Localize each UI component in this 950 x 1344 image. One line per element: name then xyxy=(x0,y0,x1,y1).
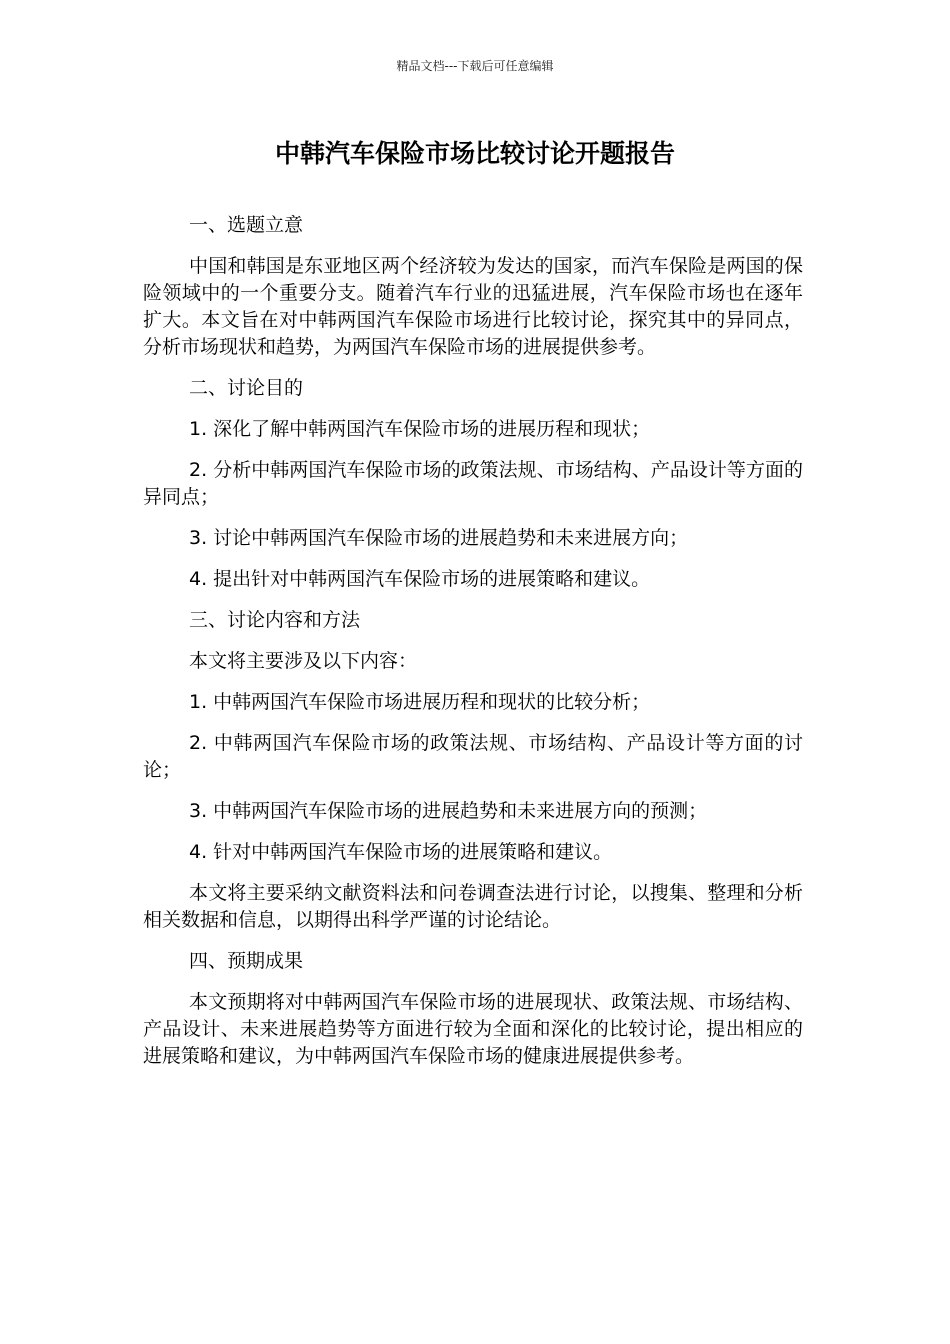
list-item: 4. 针对中韩两国汽车保险市场的进展策略和建议。 xyxy=(189,841,613,863)
list-item: 3. 讨论中韩两国汽车保险市场的进展趋势和未来进展方向； xyxy=(189,527,689,549)
page-header: 精品文档---下载后可任意编辑 xyxy=(396,59,554,73)
list-item: 4. 提出针对中韩两国汽车保险市场的进展策略和建议。 xyxy=(189,568,651,590)
list-item: 1. 中韩两国汽车保险市场进展历程和现状的比较分析； xyxy=(189,691,651,713)
list-item: 1. 深化了解中韩两国汽车保险市场的进展历程和现状； xyxy=(189,418,651,440)
list-item: 2. 中韩两国汽车保险市场的政策法规、市场结构、产品设计等方面的讨论； xyxy=(143,732,803,781)
list-item: 2. 分析中韩两国汽车保险市场的政策法规、市场结构、产品设计等方面的异同点； xyxy=(143,459,803,508)
section-heading-3: 三、讨论内容和方法 xyxy=(189,609,361,631)
document-title: 中韩汽车保险市场比较讨论开题报告 xyxy=(274,139,675,168)
section-heading-2: 二、讨论目的 xyxy=(189,377,304,399)
body-paragraph: 本文将主要采纳文献资料法和问卷调查法进行讨论，以搜集、整理和分析相关数据和信息，以期得出科学严谨的讨论结论。 xyxy=(143,882,803,931)
section-heading-4: 四、预期成果 xyxy=(189,950,304,972)
body-paragraph: 中国和韩国是东亚地区两个经济较为发达的国家，而汽车保险是两国的保险领域中的一个重要分支。随着汽车行业的迅猛进展，汽车保险市场也在逐年扩大。本文旨在对中韩两国汽车保险市场进行比较讨论，探究其中的异同点，分析市场现状和趋势，为两国汽车保险市场的进展提供参考。 xyxy=(143,255,803,358)
section-heading-1: 一、选题立意 xyxy=(189,214,304,236)
document-body xyxy=(143,212,803,1084)
list-item: 3. 中韩两国汽车保险市场的进展趋势和未来进展方向的预测； xyxy=(189,800,708,822)
body-paragraph: 本文将主要涉及以下内容： xyxy=(189,650,418,672)
body-paragraph: 本文预期将对中韩两国汽车保险市场的进展现状、政策法规、市场结构、产品设计、未来进展趋势等方面进行较为全面和深化的比较讨论，提出相应的进展策略和建议，为中韩两国汽车保险市场的健康进展提供参考。 xyxy=(143,991,803,1067)
